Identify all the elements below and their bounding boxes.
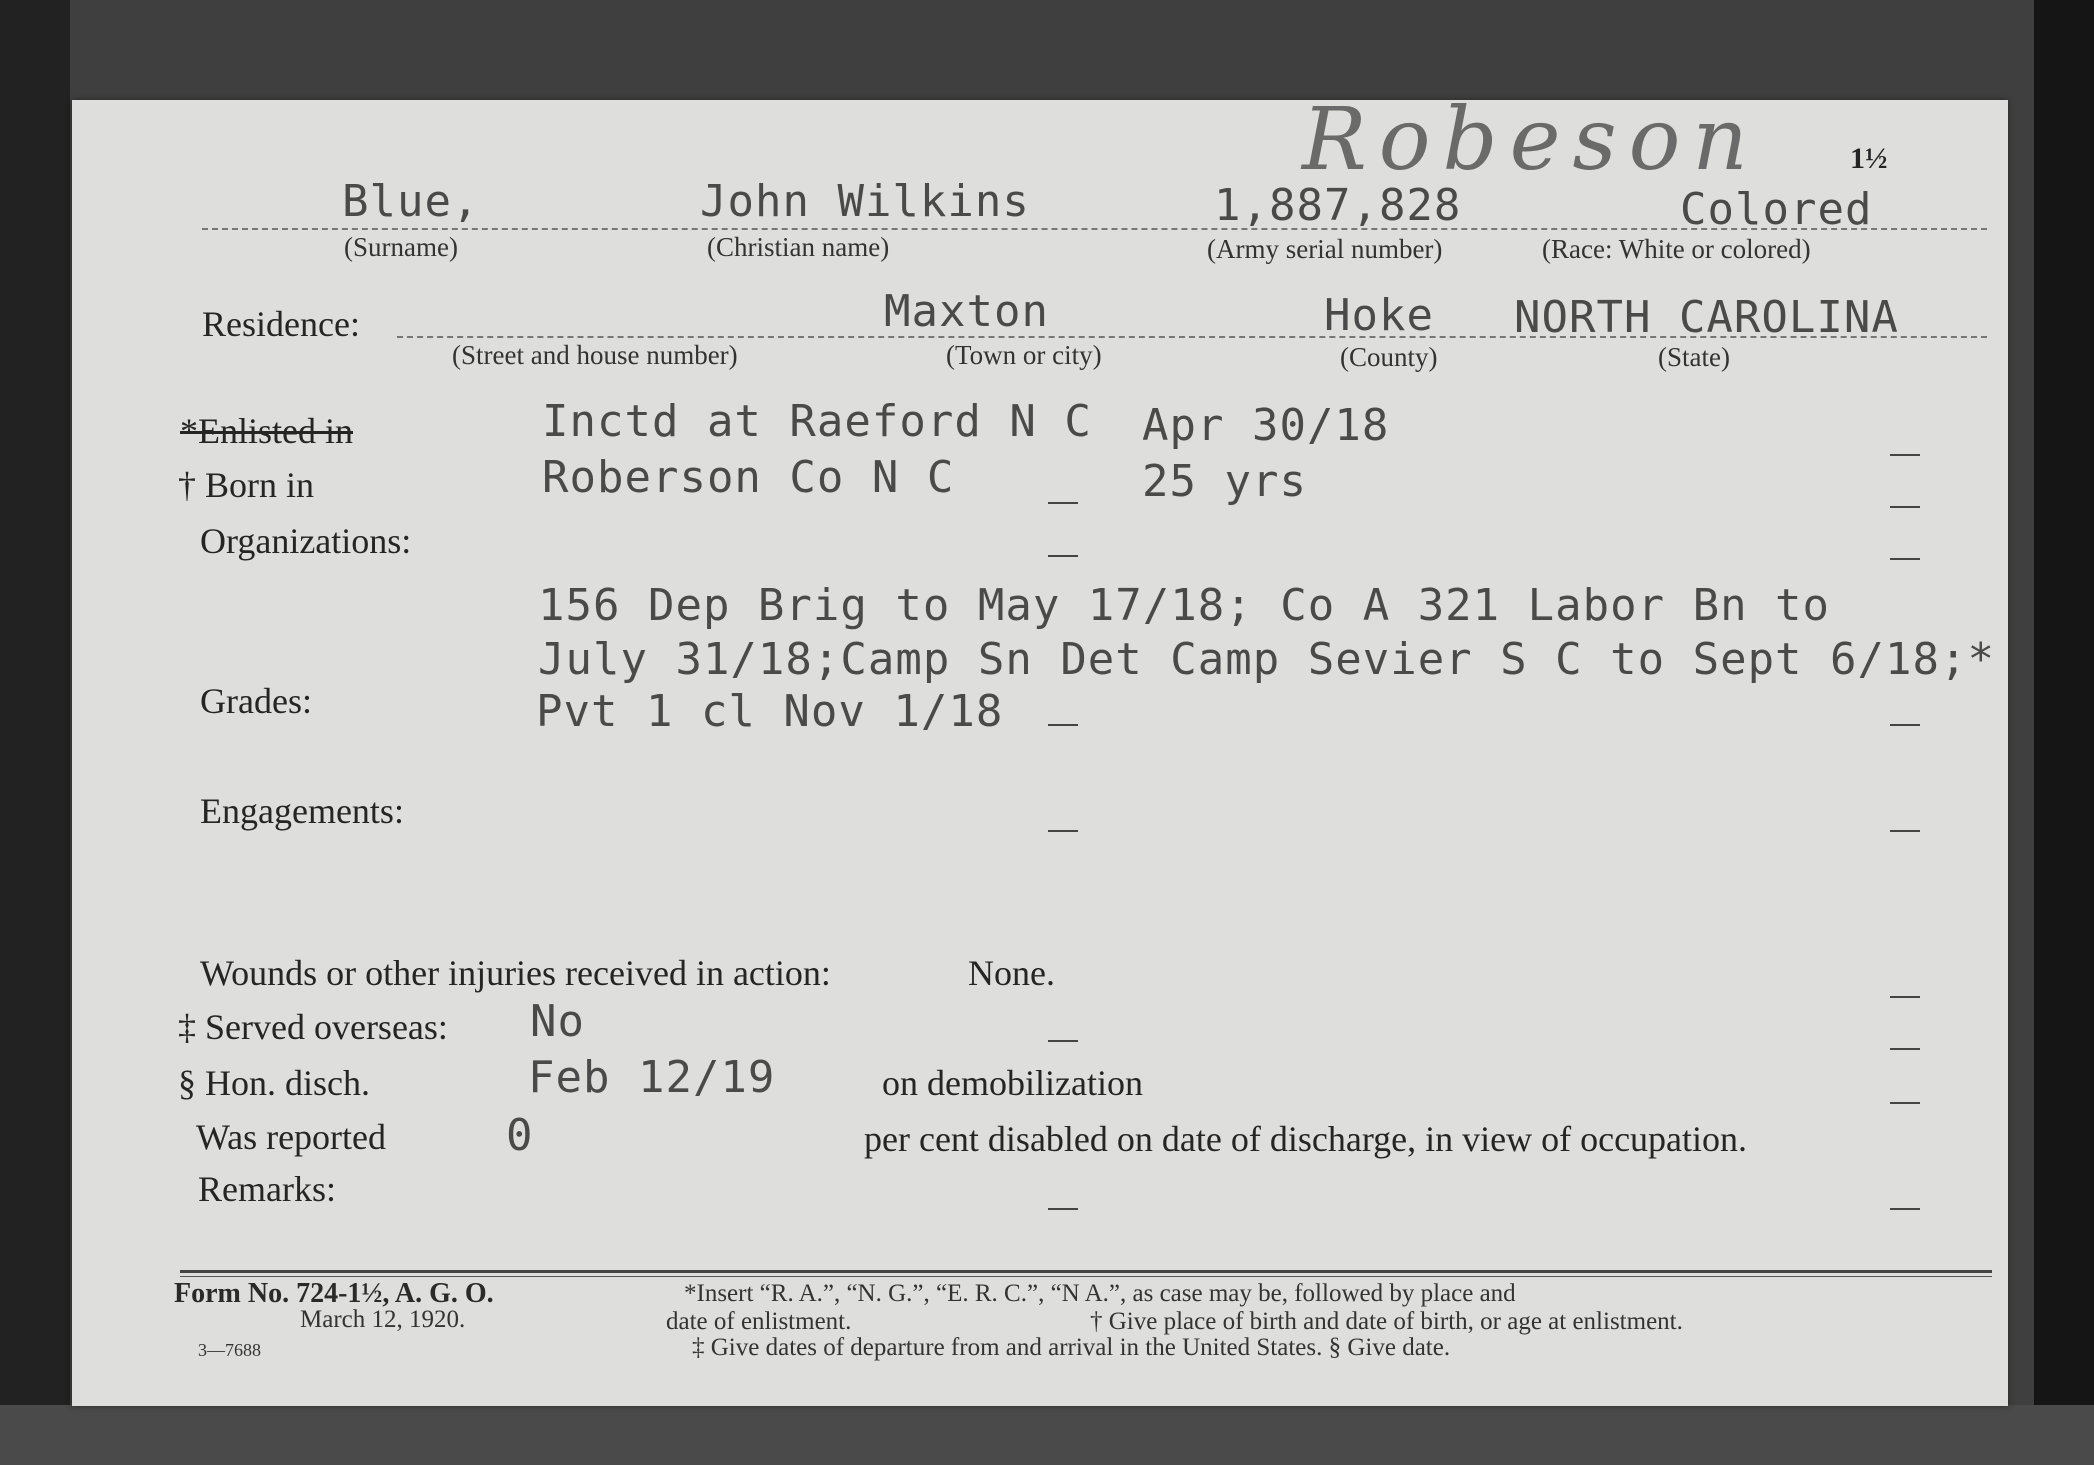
- dash-mark: [1048, 1040, 1078, 1042]
- service-record-card: [72, 90, 2008, 1406]
- dash-mark: [1048, 502, 1078, 504]
- footer-note-2b: † Give place of birth and date of birth, or age at enlistment.: [1090, 1308, 1683, 1335]
- print-number: 3—7688: [198, 1340, 261, 1360]
- card-fraction: 1½: [1850, 142, 1888, 175]
- scan-border-right: [2034, 0, 2094, 1465]
- footer-rule: [180, 1270, 1992, 1273]
- residence-state: NORTH CAROLINA: [1514, 292, 1899, 343]
- enlisted-label: *Enlisted in: [180, 411, 353, 451]
- organizations-line-1: 156 Dep Brig to May 17/18; Co A 321 Labor Bn to: [538, 580, 1831, 631]
- serial-number-caption: (Army serial number): [1207, 234, 1443, 264]
- dash-mark: [1890, 996, 1920, 998]
- wounds-value: None.: [968, 953, 1055, 993]
- surname-value: Blue,: [342, 176, 480, 227]
- dash-mark: [1048, 555, 1078, 557]
- dash-mark: [1048, 724, 1078, 726]
- organizations-label: Organizations:: [200, 521, 412, 561]
- scan-border-left: [0, 0, 70, 1465]
- surname-caption: (Surname): [344, 232, 458, 262]
- born-age: 25 yrs: [1142, 456, 1307, 507]
- dash-mark: [1890, 830, 1920, 832]
- remarks-label: Remarks:: [198, 1169, 336, 1209]
- state-caption: (State): [1658, 342, 1730, 372]
- footer-note-1: *Insert “R. A.”, “N. G.”, “E. R. C.”, “N A.”, as case may be, followed by place and: [684, 1280, 1516, 1307]
- served-overseas-label: ‡ Served overseas:: [178, 1007, 448, 1047]
- christian-name-caption: (Christian name): [707, 232, 890, 262]
- race-caption: (Race: White or colored): [1542, 234, 1811, 264]
- handwritten-note: Robeson: [1302, 90, 1760, 190]
- dash-mark: [1890, 1102, 1920, 1104]
- dash-mark: [1890, 558, 1920, 560]
- footer-note-2a: date of enlistment.: [666, 1308, 852, 1335]
- reported-label: Was reported: [196, 1117, 387, 1157]
- residence-label: Residence:: [202, 304, 360, 344]
- dash-mark: [1890, 1048, 1920, 1050]
- wounds-label: Wounds or other injuries received in action:: [200, 953, 831, 993]
- county-caption: (County): [1340, 342, 1438, 372]
- hon-disch-reason: on demobilization: [882, 1063, 1143, 1103]
- engagements-label: Engagements:: [200, 791, 404, 831]
- organizations-line-2: July 31/18;Camp Sn Det Camp Sevier S C to Sept 6/18;*: [538, 634, 1995, 685]
- residence-dotted-line: [397, 336, 1987, 338]
- race-value: Colored: [1680, 184, 1873, 235]
- christian-name-value: John Wilkins: [700, 176, 1030, 227]
- dash-mark: [1048, 830, 1078, 832]
- hon-disch-date: Feb 12/19: [528, 1052, 776, 1103]
- footer-rule-thin: [180, 1276, 1992, 1277]
- header-dotted-line: [202, 228, 1987, 230]
- grades-value: Pvt 1 cl Nov 1/18: [536, 686, 1004, 737]
- dash-mark: [1890, 1208, 1920, 1210]
- scan-border-bottom: [0, 1405, 2094, 1465]
- town-caption: (Town or city): [946, 340, 1102, 370]
- form-number: Form No. 724-1½, A. G. O.: [174, 1278, 494, 1309]
- form-date: March 12, 1920.: [300, 1306, 466, 1333]
- dash-mark: [1890, 454, 1920, 456]
- residence-town: Maxton: [884, 286, 1049, 337]
- grades-label: Grades:: [200, 681, 312, 721]
- dash-mark: [1890, 724, 1920, 726]
- dash-mark: [1890, 506, 1920, 508]
- enlisted-place: Inctd at Raeford N C: [542, 396, 1092, 447]
- reported-suffix: per cent disabled on date of discharge, in view of occupation.: [864, 1119, 1748, 1159]
- street-caption: (Street and house number): [452, 340, 738, 370]
- enlisted-date: Apr 30/18: [1142, 400, 1390, 451]
- born-label: † Born in: [178, 465, 315, 505]
- reported-value: 0: [506, 1110, 534, 1161]
- dash-mark: [1048, 1208, 1078, 1210]
- serial-number-value: 1,887,828: [1214, 180, 1462, 231]
- born-place: Roberson Co N C: [542, 452, 955, 503]
- footer-note-3: ‡ Give dates of departure from and arrival in the United States. § Give date.: [692, 1334, 1451, 1361]
- hon-disch-label: § Hon. disch.: [178, 1063, 370, 1103]
- served-overseas-value: No: [530, 996, 585, 1047]
- residence-county: Hoke: [1324, 290, 1434, 341]
